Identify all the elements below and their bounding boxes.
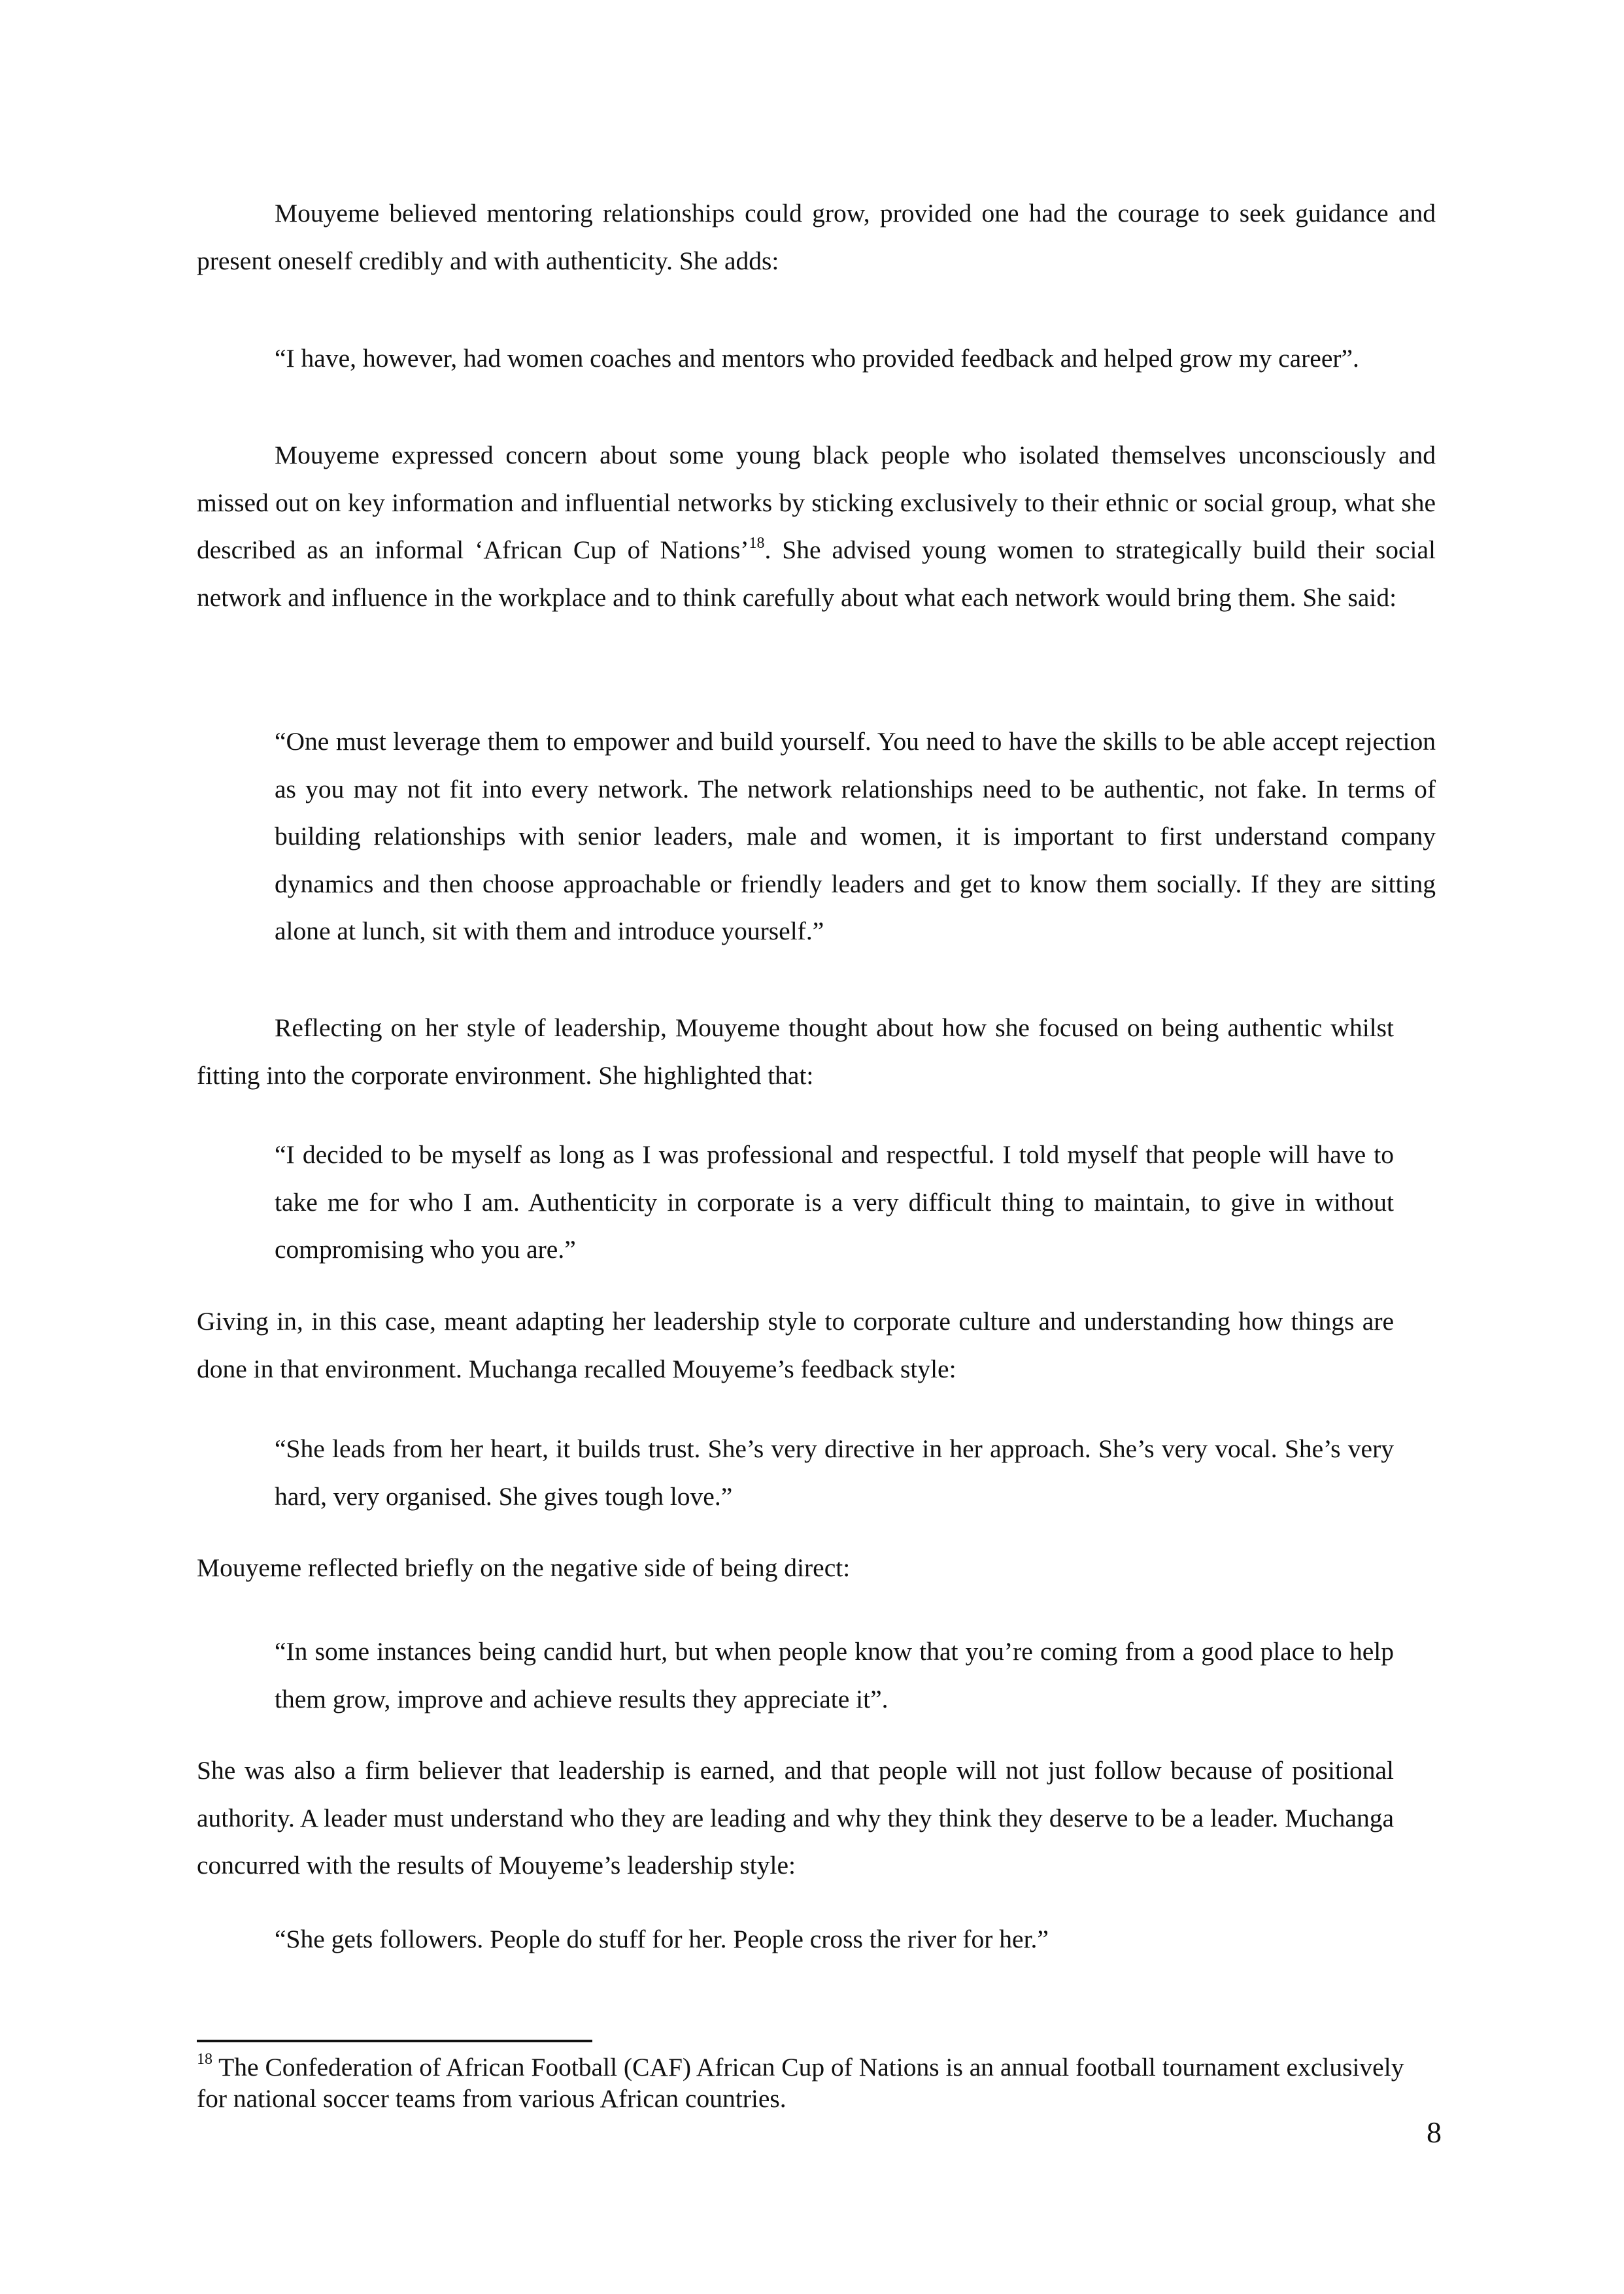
quote-leverage-networks: “One must leverage them to empower and build yourself. You need to have the skills to be able accept rejection as you may not fit into every network. The network relationships need to be authentic, not fake. In terms of building relationships with senior leaders, male and women, it is important to first understand company dynamics and then choose approachable or friendly leaders and get to know them socially. If they are sitting alone at lunch, sit with them and introduce yourself.” <box>275 727 1436 945</box>
quote-leads-from-heart: “She leads from her heart, it builds trust. She’s very directive in her approach. She’s very vocal. She’s very hard, very organised. She gives tough love.” <box>275 1434 1394 1511</box>
paragraph-leadership-earned: She was also a firm believer that leadership is earned, and that people will not just follow because of positional authority. A leader must understand who they are leading and why they think they deserve to be a leader. Muchanga concurred with the results of Mouyeme’s leadership style: <box>197 1756 1394 1880</box>
paragraph-networks <box>197 431 1436 621</box>
footnote-text: The Confederation of African Football (CAF) African Cup of Nations is an annual football tournament exclusively for national soccer teams from various African countries. <box>197 2053 1404 2113</box>
paragraph-leadership-style: Reflecting on her style of leadership, Mouyeme thought about how she focused on being authentic whilst fitting into the corporate environment. She highlighted that: <box>197 1013 1394 1090</box>
footnote-separator <box>197 2040 592 2042</box>
quote-be-myself: “I decided to be myself as long as I was professional and respectful. I told myself that people will have to take me for who I am. Authenticity in corporate is a very difficult thing to maintain, to give in without compromising who you are.” <box>275 1140 1394 1264</box>
quote-followers: “She gets followers. People do stuff for her. People cross the river for her.” <box>275 1925 1049 1953</box>
quote-candid-hurt: “In some instances being candid hurt, but when people know that you’re coming from a good place to help them grow, improve and achieve results they appreciate it”. <box>275 1637 1394 1713</box>
paragraph-networks-text-after: . She advised young women to strategically build their social network and influence in the workplace and to think carefully about what each network would bring them. She said: <box>197 535 1436 612</box>
footnote-18 <box>197 2051 1439 2114</box>
paragraph-mentoring: Mouyeme believed mentoring relationships could grow, provided one had the courage to seek guidance and present oneself credibly and with authenticity. She adds: <box>197 199 1436 275</box>
paragraph-giving-in: Giving in, in this case, meant adapting her leadership style to corporate culture and understanding how things are done in that environment. Muchanga recalled Mouyeme’s feedback style: <box>197 1307 1394 1383</box>
paragraph-negative-side: Mouyeme reflected briefly on the negative side of being direct: <box>197 1553 851 1582</box>
footnote-marker: 18 <box>197 2050 212 2068</box>
paragraph-networks-text-before: Mouyeme expressed concern about some young black people who isolated themselves unconsciously and missed out on key information and influential networks by sticking exclusively to their ethnic or social group, what she described as an informal ‘African Cup of Nations’ <box>197 441 1436 564</box>
page-number: 8 <box>1427 2116 1442 2149</box>
quote-women-coaches: “I have, however, had women coaches and mentors who provided feedback and helped grow my career”. <box>275 344 1359 373</box>
footnote-reference: 18 <box>749 534 765 552</box>
